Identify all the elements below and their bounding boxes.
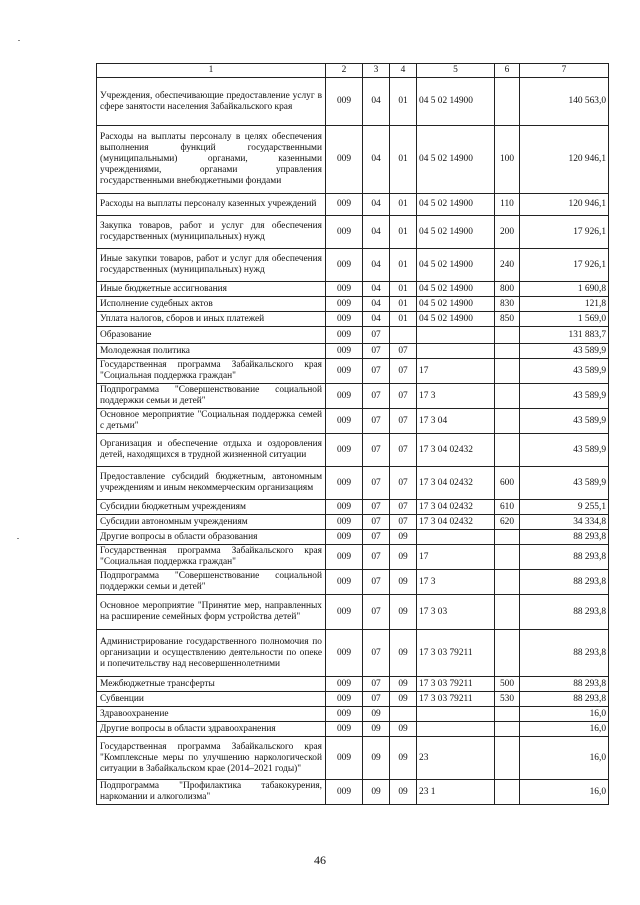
row-expense-type-cell: 500 [495, 677, 520, 692]
row-amount-cell: 43 589,9 [520, 467, 609, 500]
row-target-article-cell: 04 5 02 14900 [417, 282, 495, 297]
table-row [97, 434, 609, 467]
row-name-cell: Основное мероприятие "Принятие мер, направленных на расширение семейных форм устройства детей" [97, 595, 326, 630]
row-name-cell: Межбюджетные трансферты [97, 677, 326, 692]
row-name-cell: Организация и обеспечение отдыха и оздоровления детей, находящихся в трудной жизненной ситуации [97, 434, 326, 467]
row-amount-cell: 131 883,7 [520, 327, 609, 344]
row-expense-type-cell [495, 595, 520, 630]
row-name-cell: Иные закупки товаров, работ и услуг для обеспечения государственных (муниципальных) нужд [97, 249, 326, 282]
row-admin-code-cell: 009 [326, 78, 363, 126]
page-number: 46 [314, 853, 326, 867]
row-target-article-cell [417, 344, 495, 359]
row-expense-type-cell [495, 384, 520, 409]
row-admin-code-cell: 009 [326, 737, 363, 780]
row-admin-code-cell: 009 [326, 434, 363, 467]
row-name-cell: Расходы на выплаты персоналу в целях обеспечения выполнения функций государственными (муниципальными) органами, казенными учреждениями, органами управления государственными внебюджетными фондами [97, 126, 326, 194]
row-section-cell: 07 [363, 545, 390, 570]
header-col-7: 7 [520, 64, 609, 78]
row-admin-code-cell: 009 [326, 194, 363, 216]
row-name-cell: Образование [97, 327, 326, 344]
row-amount-cell: 140 563,0 [520, 78, 609, 126]
row-amount-cell: 88 293,8 [520, 545, 609, 570]
row-section-cell: 07 [363, 570, 390, 595]
row-subsection-cell: 07 [390, 359, 417, 384]
row-subsection-cell: 09 [390, 737, 417, 780]
table-row [97, 630, 609, 677]
row-section-cell: 04 [363, 194, 390, 216]
row-admin-code-cell: 009 [326, 216, 363, 249]
row-name-cell: Исполнение судебных актов [97, 297, 326, 312]
row-expense-type-cell [495, 434, 520, 467]
row-amount-cell: 120 946,1 [520, 126, 609, 194]
row-expense-type-cell [495, 780, 520, 805]
row-section-cell: 07 [363, 344, 390, 359]
row-target-article-cell: 17 3 [417, 570, 495, 595]
row-expense-type-cell: 610 [495, 500, 520, 515]
row-target-article-cell: 17 3 [417, 384, 495, 409]
row-name-cell: Иные бюджетные ассигнования [97, 282, 326, 297]
row-name-cell: Предоставление субсидий бюджетным, автономным учреждениям и иным некоммерческим организациям [97, 467, 326, 500]
table-row [97, 595, 609, 630]
row-subsection-cell: 01 [390, 194, 417, 216]
row-section-cell: 07 [363, 500, 390, 515]
header-col-4: 4 [390, 64, 417, 78]
header-col-1: 1 [97, 64, 326, 78]
row-amount-cell: 88 293,8 [520, 677, 609, 692]
row-subsection-cell: 09 [390, 570, 417, 595]
row-expense-type-cell [495, 630, 520, 677]
row-admin-code-cell: 009 [326, 677, 363, 692]
row-subsection-cell [390, 327, 417, 344]
row-expense-type-cell [495, 737, 520, 780]
row-admin-code-cell: 009 [326, 500, 363, 515]
row-amount-cell: 9 255,1 [520, 500, 609, 515]
row-target-article-cell: 04 5 02 14900 [417, 297, 495, 312]
row-admin-code-cell: 009 [326, 409, 363, 434]
table-row [97, 78, 609, 126]
row-expense-type-cell: 800 [495, 282, 520, 297]
row-target-article-cell: 17 3 04 02432 [417, 434, 495, 467]
row-target-article-cell [417, 707, 495, 722]
row-subsection-cell: 09 [390, 780, 417, 805]
table-row [97, 545, 609, 570]
header-col-5: 5 [417, 64, 495, 78]
row-expense-type-cell: 200 [495, 216, 520, 249]
table-row [97, 515, 609, 530]
table-row [97, 194, 609, 216]
row-expense-type-cell: 830 [495, 297, 520, 312]
row-amount-cell: 88 293,8 [520, 595, 609, 630]
table-row [97, 780, 609, 805]
table-header-row [97, 64, 609, 78]
row-expense-type-cell [495, 327, 520, 344]
row-name-cell: Другие вопросы в области образования [97, 530, 326, 545]
row-expense-type-cell [495, 707, 520, 722]
table-row [97, 692, 609, 707]
row-amount-cell: 88 293,8 [520, 630, 609, 677]
row-target-article-cell: 04 5 02 14900 [417, 194, 495, 216]
table-row [97, 249, 609, 282]
row-section-cell: 07 [363, 467, 390, 500]
row-section-cell: 04 [363, 216, 390, 249]
row-expense-type-cell: 530 [495, 692, 520, 707]
row-target-article-cell: 17 3 04 [417, 409, 495, 434]
scan-speck [17, 538, 19, 539]
row-subsection-cell: 09 [390, 677, 417, 692]
row-target-article-cell: 17 3 04 02432 [417, 500, 495, 515]
row-name-cell: Подпрограмма "Профилактика табакокурения, наркомании и алкоголизма" [97, 780, 326, 805]
row-expense-type-cell [495, 359, 520, 384]
table-row [97, 359, 609, 384]
row-expense-type-cell [495, 722, 520, 737]
row-admin-code-cell: 009 [326, 297, 363, 312]
table-row [97, 344, 609, 359]
row-amount-cell: 16,0 [520, 722, 609, 737]
row-section-cell: 09 [363, 707, 390, 722]
row-subsection-cell: 07 [390, 344, 417, 359]
row-amount-cell: 16,0 [520, 707, 609, 722]
row-amount-cell: 43 589,9 [520, 384, 609, 409]
row-expense-type-cell: 850 [495, 312, 520, 327]
row-target-article-cell: 17 [417, 545, 495, 570]
row-name-cell: Здравоохранение [97, 707, 326, 722]
row-target-article-cell: 04 5 02 14900 [417, 126, 495, 194]
row-admin-code-cell: 009 [326, 515, 363, 530]
row-name-cell: Другие вопросы в области здравоохранения [97, 722, 326, 737]
row-expense-type-cell: 240 [495, 249, 520, 282]
row-admin-code-cell: 009 [326, 126, 363, 194]
row-expense-type-cell [495, 78, 520, 126]
row-subsection-cell: 01 [390, 216, 417, 249]
row-section-cell: 04 [363, 282, 390, 297]
row-admin-code-cell: 009 [326, 282, 363, 297]
row-admin-code-cell: 009 [326, 384, 363, 409]
header-col-3: 3 [363, 64, 390, 78]
row-target-article-cell [417, 327, 495, 344]
table-row [97, 467, 609, 500]
row-amount-cell: 16,0 [520, 737, 609, 780]
table-row [97, 707, 609, 722]
row-target-article-cell: 17 [417, 359, 495, 384]
table-row [97, 384, 609, 409]
row-section-cell: 07 [363, 327, 390, 344]
row-section-cell: 04 [363, 249, 390, 282]
row-expense-type-cell [495, 344, 520, 359]
row-section-cell: 04 [363, 126, 390, 194]
row-target-article-cell: 17 3 03 79211 [417, 677, 495, 692]
row-expense-type-cell [495, 570, 520, 595]
row-amount-cell: 34 334,8 [520, 515, 609, 530]
row-name-cell: Субвенции [97, 692, 326, 707]
row-section-cell: 07 [363, 692, 390, 707]
row-amount-cell: 43 589,9 [520, 434, 609, 467]
row-expense-type-cell: 620 [495, 515, 520, 530]
row-name-cell: Государственная программа Забайкальского края "Социальная поддержка граждан" [97, 359, 326, 384]
row-subsection-cell: 09 [390, 630, 417, 677]
row-admin-code-cell: 009 [326, 630, 363, 677]
table-row [97, 500, 609, 515]
row-admin-code-cell: 009 [326, 312, 363, 327]
row-subsection-cell: 01 [390, 126, 417, 194]
row-expense-type-cell: 600 [495, 467, 520, 500]
row-subsection-cell: 01 [390, 282, 417, 297]
row-section-cell: 09 [363, 722, 390, 737]
scan-speck [18, 40, 20, 41]
row-admin-code-cell: 009 [326, 545, 363, 570]
row-admin-code-cell: 009 [326, 327, 363, 344]
table-row [97, 570, 609, 595]
row-expense-type-cell [495, 545, 520, 570]
row-expense-type-cell: 100 [495, 126, 520, 194]
row-admin-code-cell: 009 [326, 359, 363, 384]
row-subsection-cell: 09 [390, 530, 417, 545]
row-subsection-cell: 09 [390, 595, 417, 630]
row-target-article-cell: 04 5 02 14900 [417, 312, 495, 327]
row-section-cell: 07 [363, 384, 390, 409]
row-amount-cell: 17 926,1 [520, 216, 609, 249]
row-subsection-cell: 07 [390, 434, 417, 467]
row-name-cell: Подпрограмма "Совершенствование социальной поддержки семьи и детей" [97, 384, 326, 409]
row-subsection-cell: 07 [390, 515, 417, 530]
row-target-article-cell: 04 5 02 14900 [417, 249, 495, 282]
row-section-cell: 07 [363, 630, 390, 677]
row-amount-cell: 88 293,8 [520, 692, 609, 707]
row-target-article-cell: 17 3 04 02432 [417, 467, 495, 500]
row-section-cell: 07 [363, 595, 390, 630]
row-subsection-cell [390, 707, 417, 722]
row-amount-cell: 121,8 [520, 297, 609, 312]
table-row [97, 282, 609, 297]
row-section-cell: 04 [363, 78, 390, 126]
row-subsection-cell: 01 [390, 78, 417, 126]
row-section-cell: 07 [363, 409, 390, 434]
row-section-cell: 09 [363, 737, 390, 780]
table-row [97, 737, 609, 780]
row-section-cell: 04 [363, 297, 390, 312]
row-amount-cell: 17 926,1 [520, 249, 609, 282]
row-target-article-cell: 17 3 03 79211 [417, 630, 495, 677]
row-name-cell: Основное мероприятие "Социальная поддержка семей с детьми" [97, 409, 326, 434]
table-row [97, 327, 609, 344]
budget-table [96, 63, 609, 805]
table-row [97, 297, 609, 312]
row-admin-code-cell: 009 [326, 249, 363, 282]
row-amount-cell: 88 293,8 [520, 530, 609, 545]
row-amount-cell: 120 946,1 [520, 194, 609, 216]
row-subsection-cell: 09 [390, 545, 417, 570]
header-col-6: 6 [495, 64, 520, 78]
row-target-article-cell: 23 [417, 737, 495, 780]
row-amount-cell: 1 690,8 [520, 282, 609, 297]
row-amount-cell: 43 589,9 [520, 344, 609, 359]
row-name-cell: Подпрограмма "Совершенствование социальной поддержки семьи и детей" [97, 570, 326, 595]
row-section-cell: 07 [363, 677, 390, 692]
row-admin-code-cell: 009 [326, 570, 363, 595]
row-amount-cell: 16,0 [520, 780, 609, 805]
row-subsection-cell: 09 [390, 692, 417, 707]
table-row [97, 312, 609, 327]
row-name-cell: Закупка товаров, работ и услуг для обеспечения государственных (муниципальных) нужд [97, 216, 326, 249]
row-admin-code-cell: 009 [326, 722, 363, 737]
row-name-cell: Субсидии автономным учреждениям [97, 515, 326, 530]
table-row [97, 677, 609, 692]
row-name-cell: Расходы на выплаты персоналу казенных учреждений [97, 194, 326, 216]
row-amount-cell: 88 293,8 [520, 570, 609, 595]
row-section-cell: 04 [363, 312, 390, 327]
row-target-article-cell [417, 530, 495, 545]
row-name-cell: Молодежная политика [97, 344, 326, 359]
row-name-cell: Государственная программа Забайкальского края "Социальная поддержка граждан" [97, 545, 326, 570]
row-target-article-cell: 17 3 04 02432 [417, 515, 495, 530]
row-target-article-cell: 17 3 03 79211 [417, 692, 495, 707]
table-row [97, 722, 609, 737]
row-admin-code-cell: 009 [326, 344, 363, 359]
row-subsection-cell: 01 [390, 297, 417, 312]
row-admin-code-cell: 009 [326, 780, 363, 805]
header-col-2: 2 [326, 64, 363, 78]
row-name-cell: Уплата налогов, сборов и иных платежей [97, 312, 326, 327]
row-admin-code-cell: 009 [326, 707, 363, 722]
row-admin-code-cell: 009 [326, 530, 363, 545]
row-section-cell: 07 [363, 434, 390, 467]
row-admin-code-cell: 009 [326, 595, 363, 630]
row-section-cell: 07 [363, 530, 390, 545]
row-target-article-cell: 17 3 03 [417, 595, 495, 630]
table-row [97, 216, 609, 249]
row-subsection-cell: 09 [390, 722, 417, 737]
row-section-cell: 09 [363, 780, 390, 805]
row-name-cell: Субсидии бюджетным учреждениям [97, 500, 326, 515]
row-subsection-cell: 07 [390, 500, 417, 515]
row-expense-type-cell [495, 409, 520, 434]
row-section-cell: 07 [363, 515, 390, 530]
row-amount-cell: 1 569,0 [520, 312, 609, 327]
row-subsection-cell: 07 [390, 384, 417, 409]
row-amount-cell: 43 589,9 [520, 359, 609, 384]
row-subsection-cell: 07 [390, 467, 417, 500]
row-name-cell: Учреждения, обеспечивающие предоставление услуг в сфере занятости населения Забайкальского края [97, 78, 326, 126]
row-expense-type-cell: 110 [495, 194, 520, 216]
table-row [97, 530, 609, 545]
row-expense-type-cell [495, 530, 520, 545]
row-subsection-cell: 01 [390, 249, 417, 282]
row-admin-code-cell: 009 [326, 692, 363, 707]
row-subsection-cell: 07 [390, 409, 417, 434]
row-target-article-cell: 04 5 02 14900 [417, 78, 495, 126]
row-admin-code-cell: 009 [326, 467, 363, 500]
row-section-cell: 07 [363, 359, 390, 384]
row-subsection-cell: 01 [390, 312, 417, 327]
budget-table-sheet [96, 63, 608, 805]
row-name-cell: Государственная программа Забайкальского края "Комплексные меры по улучшению наркологической ситуации в Забайкальском крае (2014–2021 годы)" [97, 737, 326, 780]
row-target-article-cell: 04 5 02 14900 [417, 216, 495, 249]
row-name-cell: Администрирование государственного полномочия по организации и осуществлению деятельности по опеке и попечительству над несовершеннолетними [97, 630, 326, 677]
row-target-article-cell [417, 722, 495, 737]
table-row [97, 126, 609, 194]
row-amount-cell: 43 589,9 [520, 409, 609, 434]
row-target-article-cell: 23 1 [417, 780, 495, 805]
table-row [97, 409, 609, 434]
